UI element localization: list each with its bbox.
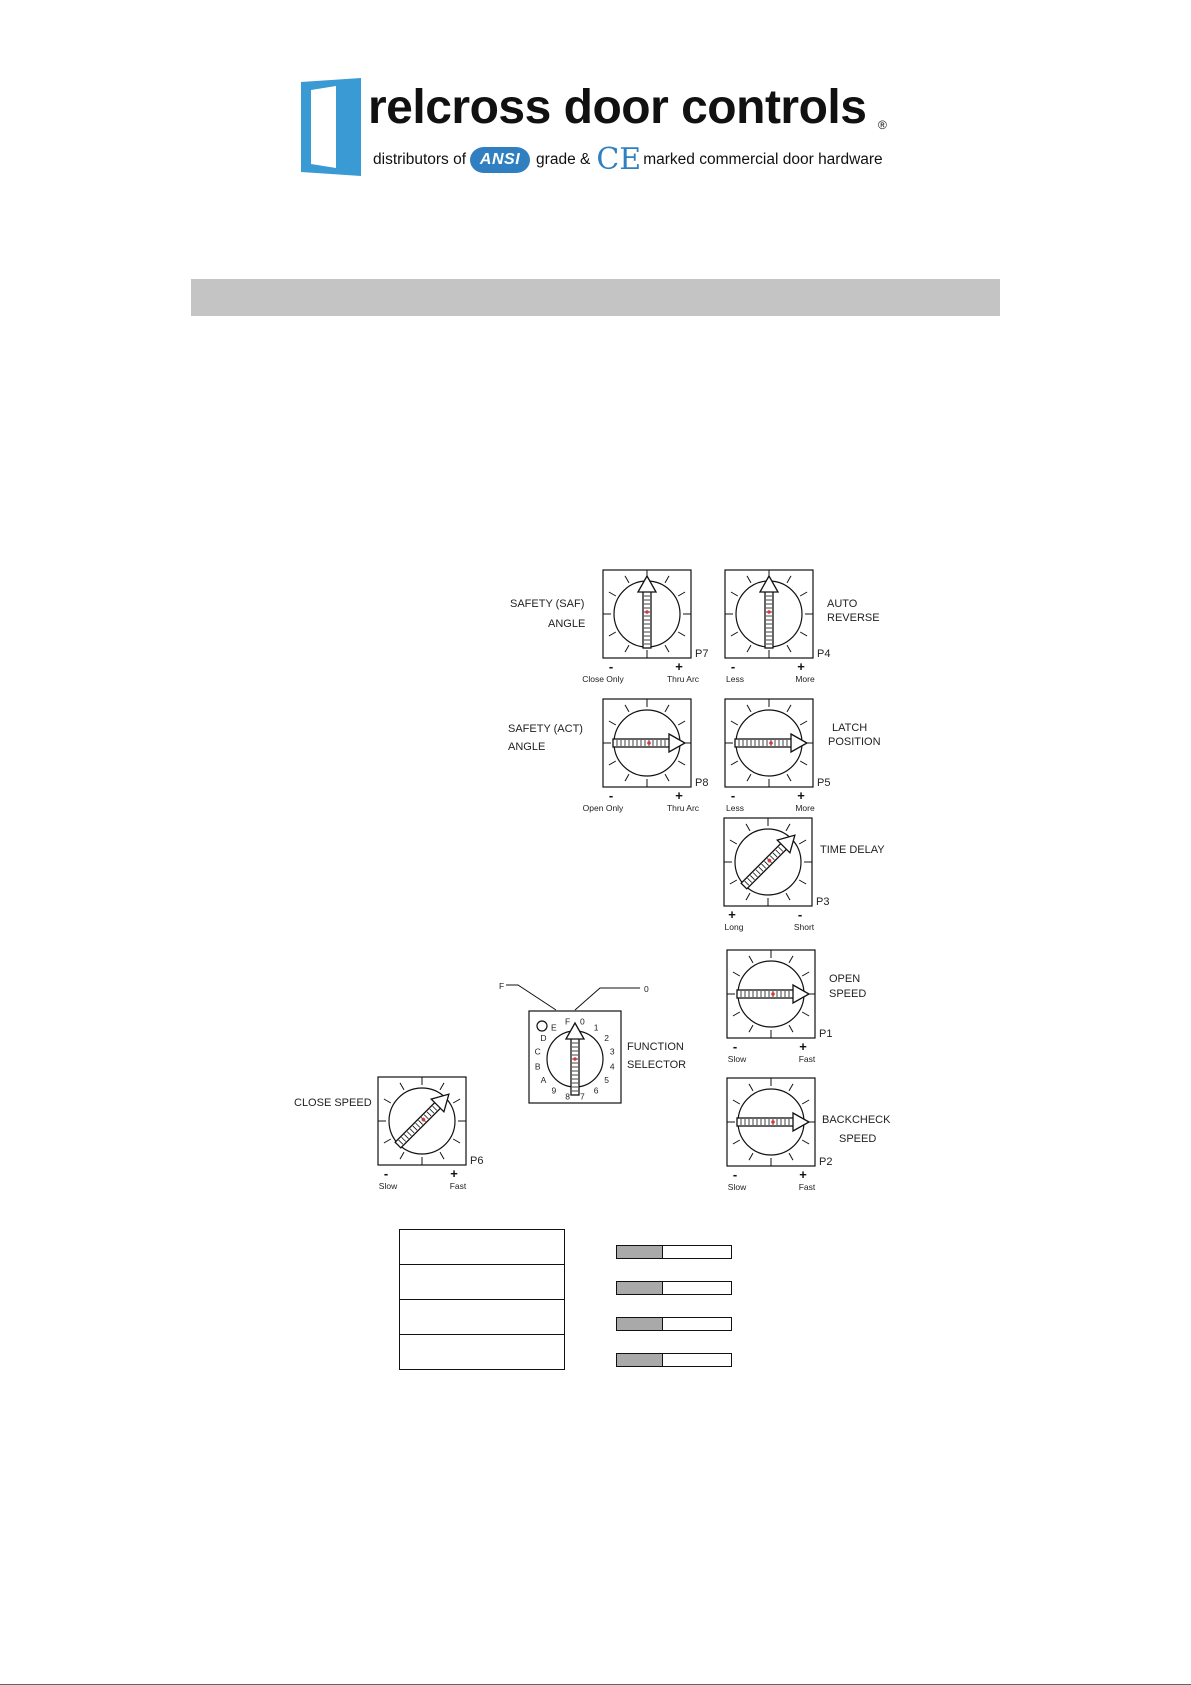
pot-max-text: Thru Arc — [666, 674, 700, 684]
pot-id-label: P2 — [819, 1156, 833, 1168]
pot-id-label: P4 — [817, 648, 831, 660]
selector-function-label: SELECTOR — [627, 1059, 687, 1071]
pot-id-label: P8 — [695, 777, 709, 789]
pot-p2[interactable] — [727, 1078, 891, 1192]
pot-max-text: More — [795, 674, 815, 684]
pot-function-label: SAFETY (ACT) — [508, 723, 583, 735]
pot-function-label: SPEED — [829, 988, 867, 1000]
pot-plus-sign: + — [450, 1166, 458, 1181]
door-logo-icon — [298, 78, 364, 176]
selector-digit: 4 — [609, 1061, 615, 1072]
pot-id-label: P7 — [695, 648, 709, 660]
pot-p6[interactable] — [294, 1077, 483, 1191]
pot-id-label: P1 — [819, 1028, 833, 1040]
selector-function-label: FUNCTION — [627, 1041, 684, 1053]
pot-minus-sign: - — [608, 788, 614, 803]
pot-max-text: Fast — [798, 1054, 816, 1064]
level-bar-3 — [616, 1317, 732, 1331]
pot-min-text: Close Only — [582, 674, 624, 684]
pot-minus-sign: - — [732, 1039, 738, 1054]
level-bar-1 — [616, 1245, 732, 1259]
pot-min-text: Slow — [378, 1181, 398, 1191]
pot-minus-sign: - — [730, 659, 736, 674]
level-bar-2 — [616, 1281, 732, 1295]
selector-digit: D — [540, 1032, 547, 1043]
selector-digit: 3 — [609, 1046, 615, 1057]
tagline — [373, 142, 883, 177]
tagline-prefix: distributors of — [373, 151, 467, 168]
brand-name: relcross door controls — [368, 81, 867, 134]
pot-function-label: AUTO — [827, 598, 858, 610]
selector-digit: 5 — [604, 1075, 609, 1086]
selector-digit: 6 — [593, 1085, 599, 1096]
callout-f-label: F — [499, 981, 505, 991]
pot-max-text: Thru Arc — [666, 803, 700, 813]
pot-id-label: P3 — [816, 896, 830, 908]
selector-digit: A — [540, 1075, 547, 1086]
pot-p7[interactable] — [510, 570, 708, 684]
selector-digit: 0 — [580, 1016, 585, 1027]
pot-p8[interactable] — [508, 699, 708, 813]
pot-function-label: OPEN — [829, 973, 861, 985]
pot-plus-sign: + — [675, 788, 683, 803]
pot-max-text: Short — [793, 922, 815, 932]
company-logo — [298, 78, 898, 178]
pot-max-text: Fast — [449, 1181, 467, 1191]
pot-min-text: Slow — [727, 1182, 747, 1192]
tagline-middle: grade & — [536, 151, 591, 168]
pot-function-label: SAFETY (SAF) — [510, 598, 585, 610]
pot-function-label: ANGLE — [548, 618, 586, 630]
pot-id-label: P6 — [470, 1155, 484, 1167]
pot-max-text: Fast — [798, 1182, 816, 1192]
pot-function-label: ANGLE — [508, 741, 546, 753]
selector-digit: 1 — [593, 1022, 599, 1033]
level-bar-fill — [617, 1318, 663, 1330]
tagline-suffix: marked commercial door hardware — [643, 151, 883, 168]
table-row — [400, 1335, 565, 1370]
pot-min-text: Long — [724, 922, 744, 932]
table-row — [400, 1230, 565, 1265]
pot-minus-sign: - — [730, 788, 736, 803]
callout-0-label: 0 — [644, 984, 649, 994]
pot-function-label: CLOSE SPEED — [294, 1097, 372, 1109]
level-bar-fill — [617, 1246, 663, 1258]
pot-function-label: SPEED — [839, 1133, 877, 1145]
pot-plus-sign: + — [797, 659, 805, 674]
selector-digit: E — [551, 1022, 557, 1033]
pot-function-label: REVERSE — [827, 612, 880, 624]
table-cell — [400, 1300, 565, 1335]
ansi-badge: ANSI — [470, 147, 530, 173]
table-row — [400, 1265, 565, 1300]
selector-digit: F — [564, 1016, 571, 1027]
pot-plus-sign: + — [799, 1039, 807, 1054]
selector-digit: C — [534, 1046, 541, 1057]
level-bar-4 — [616, 1353, 732, 1367]
table-cell — [400, 1335, 565, 1370]
pot-plus-sign: - — [797, 907, 803, 922]
pot-min-text: Less — [726, 674, 744, 684]
pot-min-text: Slow — [727, 1054, 747, 1064]
pot-minus-sign: + — [728, 907, 736, 922]
pot-min-text: Less — [726, 803, 744, 813]
pot-max-text: More — [795, 803, 815, 813]
level-bar-fill — [617, 1282, 663, 1294]
pot-id-label: P5 — [817, 777, 831, 789]
pot-p5[interactable] — [725, 699, 881, 813]
pot-minus-sign: - — [608, 659, 614, 674]
selector-digit: 8 — [565, 1091, 570, 1102]
pot-function-label: BACKCHECK — [822, 1114, 891, 1126]
selector-digit: B — [534, 1061, 541, 1072]
function-selector[interactable] — [499, 981, 686, 1103]
pot-plus-sign: + — [799, 1167, 807, 1182]
pot-p1[interactable] — [727, 950, 866, 1064]
pot-plus-sign: + — [797, 788, 805, 803]
ce-mark: CE — [596, 142, 642, 177]
setting-table — [399, 1229, 565, 1370]
table-cell — [400, 1265, 565, 1300]
pot-function-label: POSITION — [828, 736, 881, 748]
pot-min-text: Open Only — [582, 803, 624, 813]
selector-digit: 2 — [604, 1032, 609, 1043]
table-row — [400, 1300, 565, 1335]
pot-p3[interactable] — [724, 818, 885, 932]
level-bar-fill — [617, 1354, 663, 1366]
table-cell — [400, 1230, 565, 1265]
pot-minus-sign: - — [732, 1167, 738, 1182]
pot-function-label: TIME DELAY — [820, 844, 885, 856]
registered-mark: ® — [878, 118, 887, 132]
selector-digit: 7 — [580, 1091, 585, 1102]
pot-plus-sign: + — [675, 659, 683, 674]
selector-digit: 9 — [551, 1085, 557, 1096]
potentiometer-diagram — [0, 560, 1191, 1210]
pot-p4[interactable] — [725, 570, 880, 684]
pot-function-label: LATCH — [832, 722, 868, 734]
pot-minus-sign: - — [383, 1166, 389, 1181]
title-band — [191, 279, 1000, 316]
